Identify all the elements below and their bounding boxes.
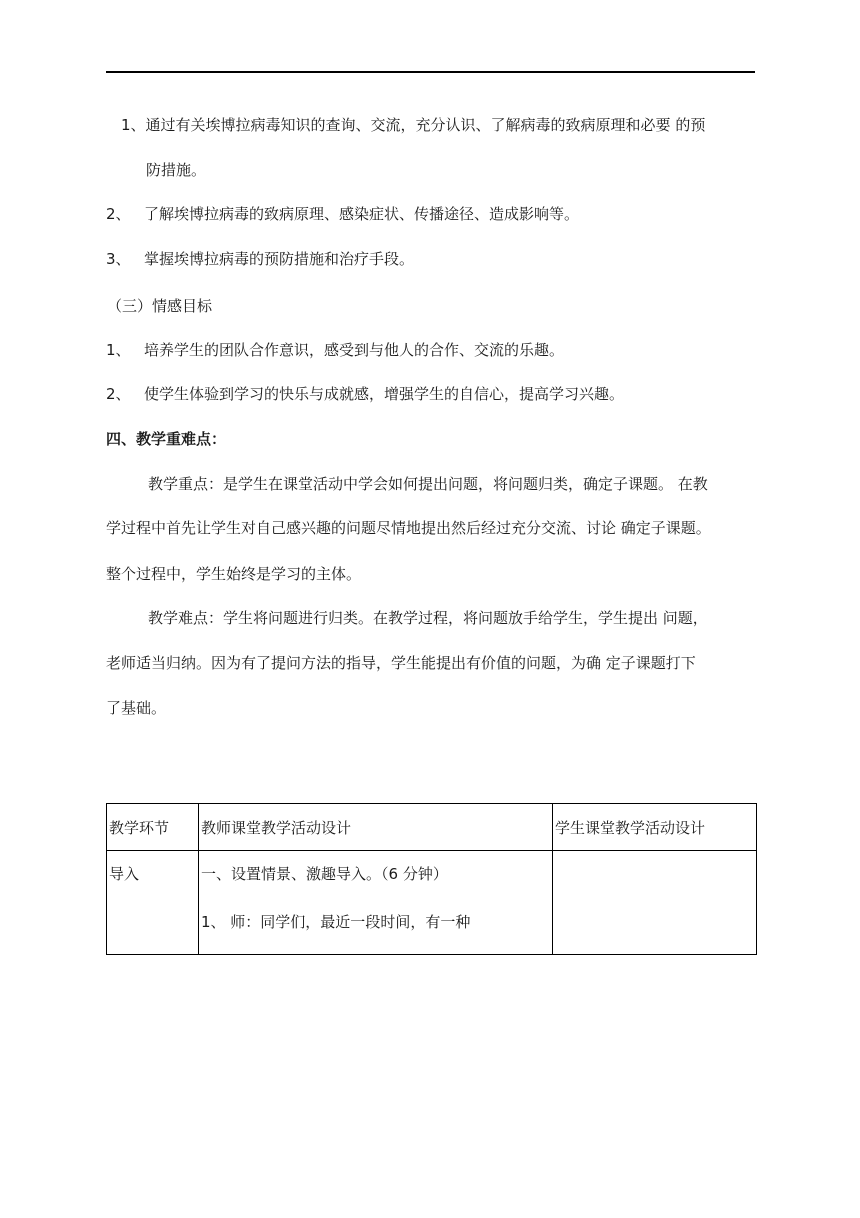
header-rule [106, 71, 755, 73]
knowledge-goal-1-continuation: 防措施。 [146, 161, 207, 179]
table-header-row [107, 804, 757, 851]
emotion-goal-1 [106, 339, 756, 361]
emotion-goal-2 [106, 383, 756, 405]
list-number: 2、 [106, 205, 131, 223]
header-cell: 教学环节 [107, 804, 199, 851]
knowledge-goal-3 [106, 248, 756, 270]
emotion-goals-heading: （三）情感目标 [107, 297, 213, 315]
teacher-activity-line: 1、 师：同学们，最近一段时间，有一种 [201, 913, 471, 931]
header-cell: 学生课堂教学活动设计 [553, 804, 757, 851]
stage-cell: 导入 [107, 851, 199, 955]
list-text: 掌握埃博拉病毒的预防措施和治疗手段。 [144, 250, 415, 268]
list-text: 通过有关埃博拉病毒知识的查询、交流，充分认识、了解病毒的致病原理和必要 的预 [145, 116, 706, 134]
knowledge-goal-1 [121, 114, 771, 136]
difficult-point-line-2: 老师适当归纳。因为有了提问方法的指导，学生能提出有价值的问题，为确 定子课题打下 [106, 654, 696, 672]
difficult-point-line-1: 教学难点：学生将问题进行归类。在教学过程，将问题放手给学生，学生提出 问题， [148, 609, 708, 627]
knowledge-goal-2 [106, 203, 756, 225]
list-text: 了解埃博拉病毒的致病原理、感染症状、传播途径、造成影响等。 [144, 205, 580, 223]
key-point-line-2: 学过程中首先让学生对自己感兴趣的问题尽情地提出然后经过充分交流、讨论 确定子课题。 [106, 519, 711, 537]
list-number: 3、 [106, 250, 131, 268]
table-row [107, 851, 757, 955]
student-activity-cell [553, 851, 757, 955]
list-number: 1、 [106, 341, 131, 359]
lesson-design-table [106, 803, 757, 955]
key-point-line-1: 教学重点：是学生在课堂活动中学会如何提出问题，将问题归类，确定子课题。 在教 [148, 475, 708, 493]
list-number: 2、 [106, 385, 131, 403]
list-number: 1、 [121, 116, 146, 134]
difficult-point-line-3: 了基础。 [106, 699, 167, 717]
teacher-activity-line: 一、设置情景、激趣导入。（6 分钟） [201, 865, 448, 883]
key-point-line-3: 整个过程中，学生始终是学习的主体。 [106, 565, 362, 583]
header-cell: 教师课堂教学活动设计 [199, 804, 553, 851]
list-text: 使学生体验到学习的快乐与成就感，增强学生的自信心，提高学习兴趣。 [144, 385, 625, 403]
section-4-heading: 四、教学重难点： [106, 430, 227, 448]
list-text: 培养学生的团队合作意识，感受到与他人的合作、交流的乐趣。 [144, 341, 565, 359]
teacher-activity-cell [199, 851, 553, 955]
